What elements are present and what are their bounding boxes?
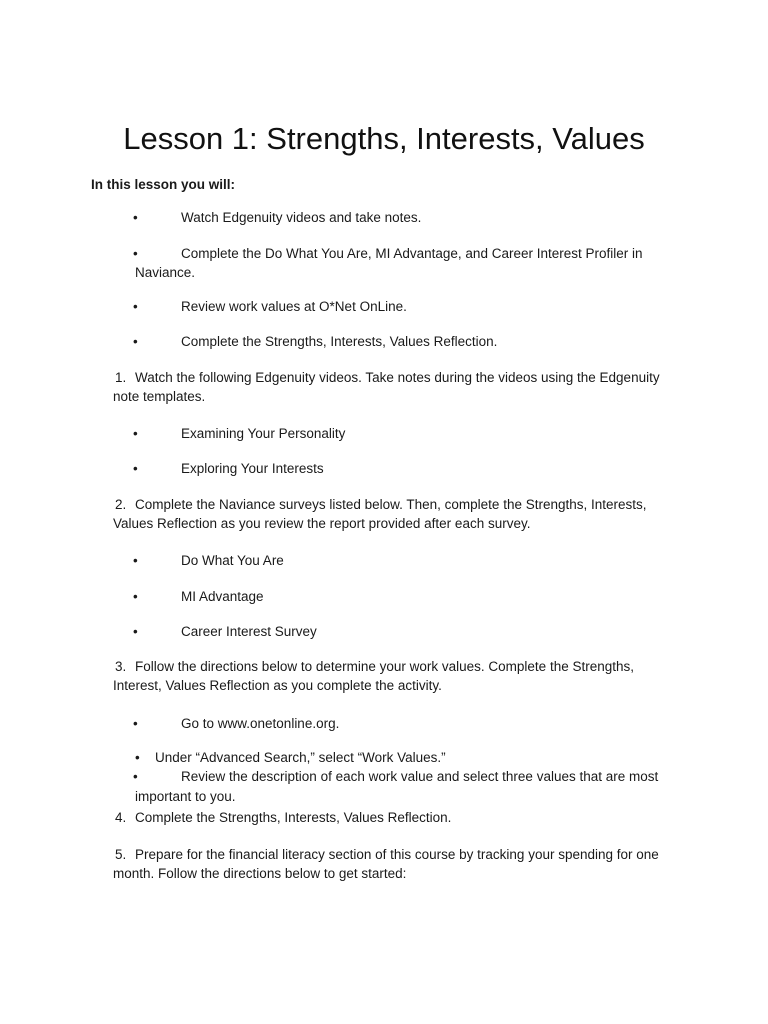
bullet-marker: • bbox=[133, 210, 138, 225]
step-text: Follow the directions below to determine your work values. Complete the Strengths, bbox=[135, 659, 634, 674]
bullet-marker: • bbox=[133, 426, 138, 441]
bullet-marker: • bbox=[133, 299, 138, 314]
bullet-marker: • bbox=[133, 716, 138, 731]
bullet-marker: • bbox=[133, 461, 138, 476]
bullet-marker: • bbox=[133, 246, 138, 261]
step-text: note templates. bbox=[113, 389, 206, 404]
bullet-marker: • bbox=[133, 553, 138, 568]
step-text: Complete the Strengths, Interests, Values Reflection. bbox=[135, 810, 452, 825]
bullet-marker: • bbox=[133, 769, 138, 784]
step-text: Values Reflection as you review the report provided after each survey. bbox=[113, 516, 531, 531]
bullet-marker: • bbox=[135, 750, 140, 765]
intro-bullet-continuation: Naviance. bbox=[135, 265, 196, 280]
bullet-marker: • bbox=[133, 589, 138, 604]
step-number: 2. bbox=[115, 497, 127, 512]
step-text: Interest, Values Reflection as you complete the activity. bbox=[113, 678, 442, 693]
step-number: 1. bbox=[115, 370, 127, 385]
step-bullet: Examining Your Personality bbox=[181, 426, 346, 441]
step-bullet: MI Advantage bbox=[181, 589, 264, 604]
intro-heading: In this lesson you will: bbox=[91, 177, 236, 192]
step-text: Prepare for the financial literacy section of this course by tracking your spending for one bbox=[135, 847, 659, 862]
bullet-marker: • bbox=[133, 334, 138, 349]
step-text: Complete the Naviance surveys listed below. Then, complete the Strengths, Interests, bbox=[135, 497, 647, 512]
intro-bullet: Watch Edgenuity videos and take notes. bbox=[181, 210, 422, 225]
step-bullet: Under “Advanced Search,” select “Work Values.” bbox=[155, 750, 446, 765]
step-bullet-continuation: important to you. bbox=[135, 789, 236, 804]
step-bullet: Review the description of each work value and select three values that are most bbox=[181, 769, 659, 784]
step-number: 4. bbox=[115, 810, 127, 825]
intro-bullet: Complete the Strengths, Interests, Values Reflection. bbox=[181, 334, 498, 349]
bullet-marker: • bbox=[133, 624, 138, 639]
step-number: 5. bbox=[115, 847, 127, 862]
intro-bullet: Review work values at O*Net OnLine. bbox=[181, 299, 407, 314]
step-text: month. Follow the directions below to get started: bbox=[113, 866, 407, 881]
step-number: 3. bbox=[115, 659, 127, 674]
step-bullet: Do What You Are bbox=[181, 553, 284, 568]
step-bullet: Go to www.onetonline.org. bbox=[181, 716, 340, 731]
intro-bullet: Complete the Do What You Are, MI Advantage, and Career Interest Profiler in bbox=[181, 246, 643, 261]
step-text: Watch the following Edgenuity videos. Take notes during the videos using the Edgenuity bbox=[135, 370, 660, 385]
page-title: Lesson 1: Strengths, Interests, Values bbox=[123, 121, 645, 156]
step-bullet: Exploring Your Interests bbox=[181, 461, 324, 476]
step-bullet: Career Interest Survey bbox=[181, 624, 317, 639]
